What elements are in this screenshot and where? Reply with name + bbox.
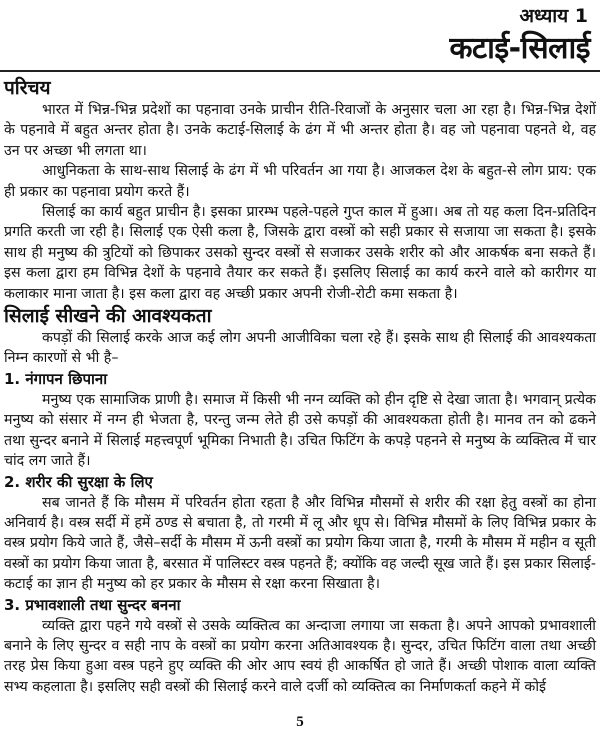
paragraph: कपड़ों की सिलाई करके आज कई लोग अपनी आजीविका चला रहे हैं। इसके साथ ही सिलाई की आवश्यकता निम्न कारणों से भी है– [4, 330, 596, 367]
chapter-title: कटाई-सिलाई [449, 31, 590, 66]
section-heading-need: सिलाई सीखने की आवश्यकता [4, 305, 212, 328]
subsection-heading: 3. प्रभावशाली तथा सुन्दर बनना [4, 595, 181, 614]
page-body [4, 76, 596, 697]
paragraph: सब जानते हैं कि मौसम में परिवर्तन होता रहता है और विभिन्न मौसमों से शरीर की रक्षा हेतु वस्त्रों का होना अनिवार्य है। वस्त्र सर्दी में हमें ठण्ड से बचाता है, तो गरमी में लू और धूप से। विभिन्न मौसमों के लिए विभिन्न प्रकार के वस्त्र प्रयोग किये जाते हैं, जैसे–सर्दी के मौसम में ऊनी वस्त्रों का प्रयोग किया जाता है, गरमी के मौसम में महीन व सूती वस्त्रों का प्रयोग किया जाता है, बरसात में पालिस्टर वस्त्र पहनते हैं; क्योंकि वह जल्दी सूख जाते हैं। इस प्रकार सिलाई-कटाई का ज्ञान ही मनुष्य को हर प्रकार के मौसम से रक्षा करना सिखाता है। [4, 494, 596, 593]
section-heading-introduction: परिचय [4, 77, 51, 99]
paragraph: मनुष्य एक सामाजिक प्राणी है। समाज में किसी भी नग्न व्यक्ति को हीन दृष्टि से देखा जाता है। भगवान् प्रत्येक मनुष्य को संसार में नग्न ही भेजता है, परन्तु जन्म लेते ही उसे कपड़ों की आवश्यकता होती है। मानव तन को ढकने तथा सुन्दर बनाने में सिलाई महत्त्वपूर्ण भूमिका निभाती है। उचित फिटिंग के कपड़े पहनने से मनुष्य के व्यक्तित्व में चार चांद लग जाते हैं। [4, 391, 596, 470]
page-number: 5 [296, 714, 304, 730]
subsection-heading: 1. नंगापन छिपाना [4, 369, 108, 388]
paragraph: सिलाई का कार्य बहुत प्राचीन है। इसका प्रारम्भ पहले-पहले गुप्त काल में हुआ। अब तो यह कला दिन-प्रतिदिन प्रगति करती जा रही है। सिलाई एक ऐसी कला है, जिसके द्वारा वस्त्रों को सही प्रकार से सजाया जा सकता है। इसके साथ ही मनुष्य की त्रुटियों को छिपाकर उसको सुन्दर वस्त्रों से सजाकर उसके शरीर को और आकर्षक बना सकते हैं। इस कला द्वारा हम विभिन्न देशों के पहनावे तैयार कर सकते हैं। इसलिए सिलाई का कार्य करने वाले को कारीगर या कलाकार माना जाता है। इस कला द्वारा वह अच्छी प्रकार अपनी रोजी-रोटी कमा सकता है। [4, 204, 596, 302]
paragraph: व्यक्ति द्वारा पहने गये वस्त्रों से उसके व्यक्तित्व का अन्दाजा लगाया जा सकता है। अपने आपको प्रभावशाली बनाने के लिए सुन्दर व सही नाप के वस्त्रों का प्रयोग करना अतिआवश्यक है। सुन्दर, उचित फिटिंग वाला तथा अच्छी तरह प्रेस किया हुआ वस्त्र पहने हुए व्यक्ति की ओर आप स्वयं ही आकर्षित हो जाते हैं। अच्छी पोशाक वाला व्यक्ति सभ्य कहलाता है। इसलिए सही वस्त्रों की सिलाई करने वाले दर्जी को व्यक्तित्व का निर्माणकर्ता कहने में कोई [4, 617, 596, 695]
subsection-heading: 2. शरीर की सुरक्षा के लिए [4, 472, 153, 491]
paragraph: भारत में भिन्न-भिन्न प्रदेशों का पहनावा उनके प्राचीन रीति-रिवाजों के अनुसार चला आ रहा है। भिन्न-भिन्न देशों के पहनावे में बहुत अन्तर होता है। उनके कटाई-सिलाई के ढंग में भी अन्तर होता है। वह जो पहनावा पहनते थे, वह उन पर अच्छा भी लगता था। [4, 102, 596, 159]
chapter-label: अध्याय 1 [519, 5, 588, 27]
title-divider [0, 70, 600, 72]
paragraph: आधुनिकता के साथ-साथ सिलाई के ढंग में भी परिवर्तन आ गया है। आजकल देश के बहुत-से लोग प्राय: एक ही प्रकार का पहनावा प्रयोग करते हैं। [4, 163, 596, 200]
